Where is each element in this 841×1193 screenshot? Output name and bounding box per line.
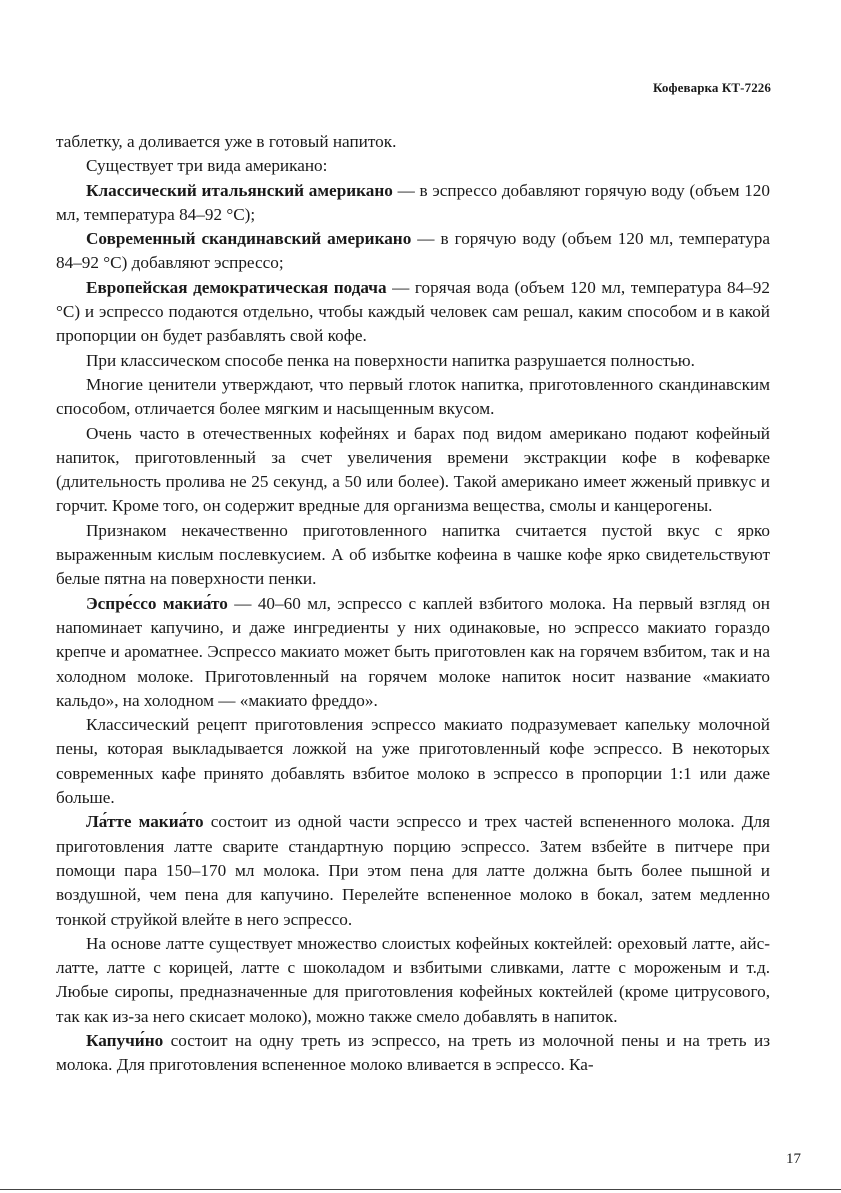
term-heading: Капучи́но xyxy=(86,1030,164,1050)
paragraph xyxy=(56,154,770,178)
page-number: 17 xyxy=(786,1151,801,1167)
bottom-rule xyxy=(0,1189,841,1190)
paragraph-text: На основе латте существует множество слоистых кофейных коктейлей: ореховый латте, айс-латте, латте с корицей, латте с шоколадом и взбитыми сливками, латте с мороженым и т.д. Любые сиропы, предназначенные для приготовления кофейных коктейлей (кроме цитрусового, так как из-за него скисает молоко), можно также смело добавлять в напиток. xyxy=(56,933,770,1026)
paragraph xyxy=(56,592,770,713)
term-heading: Ла́тте макиа́то xyxy=(86,812,204,832)
running-header: Кофеварка КТ-7226 xyxy=(653,80,771,95)
paragraph-text: состоит на одну треть из эспрессо, на треть из молочной пены и на треть из молока. Для приготовления вспененное молоко вливается в эспрессо. Ка- xyxy=(56,1030,770,1075)
body-text xyxy=(56,130,770,1078)
paragraph xyxy=(56,810,770,931)
paragraph-text: Классический рецепт приготовления эспрессо макиато подразумевает капельку молочной пены, которая выкладывается ложкой на уже приготовленный кофе эспрессо. В некоторых современных кафе принято добавлять взбитое молоко в эспрессо в пропорции 1:1 или даже больше. xyxy=(56,715,770,808)
paragraph-text: — в эспрессо добавляют горячую воду (объем 120 мл, температура 84–92 °С); xyxy=(56,180,770,224)
paragraph xyxy=(56,227,770,276)
paragraph-text: Многие ценители утверждают, что первый глоток напитка, приготовленного скандинавским способом, отличается более мягким и насыщенным вкусом. xyxy=(56,374,770,419)
paragraph xyxy=(56,422,770,519)
paragraph xyxy=(56,713,770,810)
paragraph-text: — горячая вода (объем 120 мл, температура 84–92 °С) и эспрессо подаются отдельно, чтобы каждый человек сам решал, каким способом и в какой пропорции он будет разбавлять свой кофе. xyxy=(56,277,770,346)
paragraph xyxy=(56,373,770,422)
paragraph xyxy=(56,276,770,349)
paragraph-text: Существует три вида американо: xyxy=(86,156,328,176)
paragraph xyxy=(56,130,770,154)
paragraph-text: Признаком некачественно приготовленного напитка считается пустой вкус с ярко выраженным кислым послевкусием. А об избытке кофеина в чашке кофе ярко свидетельствуют белые пятна на поверхности пенки. xyxy=(56,520,770,589)
term-heading: Эспре́ссо макиа́то xyxy=(86,593,228,613)
term-heading: Европейская демократическая подача xyxy=(86,277,387,297)
paragraph-text: При классическом способе пенка на поверхности напитка разрушается полностью. xyxy=(86,350,695,370)
paragraph-text: таблетку, а доливается уже в готовый напиток. xyxy=(56,132,397,151)
paragraph-text: — 40–60 мл, эспрессо с каплей взбитого молока. На первый взгляд он напоминает капучино, и даже ингредиенты у них одинаковые, но эспрессо макиато гораздо крепче и ароматнее. Эспрессо макиато может быть приготовлен как на горячем взбитом, так и на холодном молоке. Приготовленный на горячем молоке напиток носит название «макиато кальдо», на холодном — «макиато фреддо». xyxy=(56,593,770,710)
term-heading: Классический итальянский американо xyxy=(86,180,393,200)
paragraph xyxy=(56,349,770,373)
paragraph-text: — в горячую воду (объем 120 мл, температура 84–92 °С) добавляют эспрессо; xyxy=(56,229,771,273)
paragraph xyxy=(56,519,770,592)
paragraph xyxy=(56,179,770,228)
paragraph xyxy=(56,932,770,1029)
paragraph-text: состоит из одной части эспрессо и трех частей вспененного молока. Для приготовления латте сварите стандартную порцию эспрессо. Затем взбейте в питчере при помощи пара 150–170 мл молока. При этом пена для латте должна быть более пышной и воздушной, чем пена для капучино. Перелейте вспененное молоко в бокал, затем медленно тонкой струйкой влейте в него эспрессо. xyxy=(56,812,770,929)
paragraph xyxy=(56,1029,770,1078)
paragraph-text: Очень часто в отечественных кофейнях и барах под видом американо подают кофейный напиток, приготовленный за счет увеличения времени экстракции кофе в кофеварке (длительность пролива не 25 секунд, а 50 или более). Такой американо имеет жженый привкус и горчит. Кроме того, он содержит вредные для организма вещества, смолы и канцерогены. xyxy=(56,423,770,516)
term-heading: Современный скандинавский американо xyxy=(86,229,412,249)
